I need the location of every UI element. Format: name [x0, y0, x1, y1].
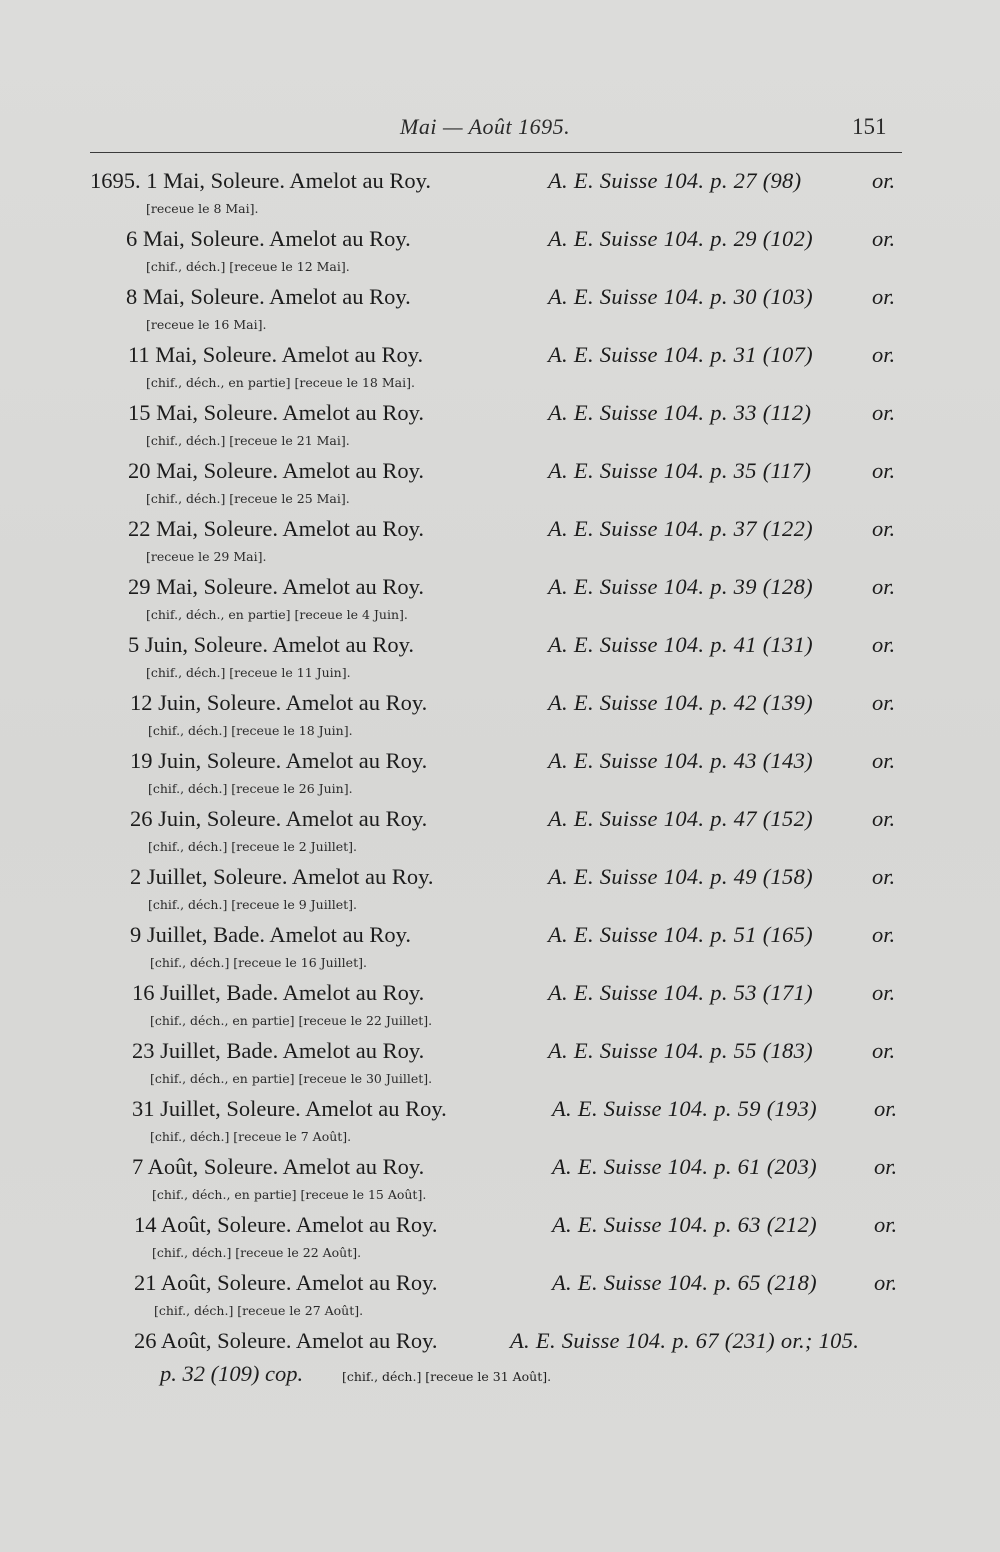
- entry-date-place: 20 Mai, Soleure. Amelot au Roy.: [128, 458, 425, 483]
- entry-main-line: [0, 748, 1000, 778]
- entry-date-place: 26 Juin, Soleure. Amelot au Roy.: [130, 806, 428, 831]
- entry-date-place: 14 Août, Soleure. Amelot au Roy.: [134, 1212, 438, 1237]
- entry-status: or.: [872, 632, 896, 657]
- entry-date-place: 16 Juillet, Bade. Amelot au Roy.: [132, 980, 425, 1005]
- entry-status: or.: [872, 806, 896, 831]
- entry-main-line: [0, 1096, 1000, 1126]
- entry-archive-ref: A. E. Suisse 104. p. 37 (122): [548, 516, 813, 541]
- entry-date-place: 9 Juillet, Bade. Amelot au Roy.: [130, 922, 412, 947]
- entry: [0, 284, 1000, 342]
- entry-date-place: 26 Août, Soleure. Amelot au Roy.: [134, 1328, 438, 1353]
- entry-main-line: [0, 864, 1000, 894]
- entry-archive-ref: A. E. Suisse 104. p. 39 (128): [548, 574, 813, 599]
- entry-date-place: 6 Mai, Soleure. Amelot au Roy.: [126, 226, 411, 251]
- entry-note: [chif., déch.] [receue le 22 Août].: [152, 1245, 362, 1260]
- entry-main-line: [0, 516, 1000, 546]
- entry-archive-ref: A. E. Suisse 104. p. 33 (112): [548, 400, 812, 425]
- entry: [0, 168, 1000, 226]
- entry-status: or.: [872, 284, 896, 309]
- entry-main-line: [0, 458, 1000, 488]
- entry-status: or.: [872, 342, 896, 367]
- entry-status: or.: [872, 458, 896, 483]
- entry-status: or.: [872, 748, 896, 773]
- entry: [0, 516, 1000, 574]
- entry-main-line: [0, 632, 1000, 662]
- entry-date-place: 19 Juin, Soleure. Amelot au Roy.: [130, 748, 428, 773]
- entry: [0, 1038, 1000, 1096]
- entry-date-place: 29 Mai, Soleure. Amelot au Roy.: [128, 574, 425, 599]
- entry-note: [receue le 8 Mai].: [146, 201, 259, 216]
- entry: [0, 1212, 1000, 1270]
- running-title: Mai — Août 1695.: [400, 114, 571, 139]
- entry-status: or.: [872, 226, 896, 251]
- entry: [0, 806, 1000, 864]
- entry-continuation-line: [0, 1361, 1000, 1389]
- entry: [0, 922, 1000, 980]
- entry-status: or.: [872, 980, 896, 1005]
- entry-main-line: [0, 922, 1000, 952]
- entry-note: [chif., déch., en partie] [receue le 18 Mai].: [146, 375, 415, 390]
- entry-note: [receue le 29 Mai].: [146, 549, 267, 564]
- entry-note: [chif., déch.] [receue le 26 Juin].: [148, 781, 353, 796]
- entry-main-line: [0, 980, 1000, 1010]
- entry: [0, 632, 1000, 690]
- entry-main-line: [0, 1328, 1000, 1358]
- entry-main-line: [0, 226, 1000, 256]
- entry-archive-ref: A. E. Suisse 104. p. 53 (171): [548, 980, 813, 1005]
- entry-note: [chif., déch.] [receue le 7 Août].: [150, 1129, 352, 1144]
- entry-main-line: [0, 342, 1000, 372]
- entry-main-line: [0, 168, 1000, 198]
- entry-archive-ref: A. E. Suisse 104. p. 43 (143): [548, 748, 813, 773]
- entry-archive-ref: A. E. Suisse 104. p. 55 (183): [548, 1038, 813, 1063]
- entry-status: or.: [874, 1212, 898, 1237]
- entry-date-place: 5 Juin, Soleure. Amelot au Roy.: [128, 632, 415, 657]
- entry-archive-ref: A. E. Suisse 104. p. 30 (103): [548, 284, 813, 309]
- entry: [0, 400, 1000, 458]
- entry: [0, 226, 1000, 284]
- entry-archive-ref: A. E. Suisse 104. p. 49 (158): [548, 864, 813, 889]
- entry-date-place: 1695. 1 Mai, Soleure. Amelot au Roy.: [90, 168, 432, 193]
- entry-main-line: [0, 1212, 1000, 1242]
- entry-status: or.: [872, 690, 896, 715]
- entry-archive-ref: A. E. Suisse 104. p. 47 (152): [548, 806, 813, 831]
- entry: [0, 458, 1000, 516]
- entry-date-place: 12 Juin, Soleure. Amelot au Roy.: [130, 690, 428, 715]
- entry-archive-ref: A. E. Suisse 104. p. 29 (102): [548, 226, 813, 251]
- entry-note: [chif., déch.] [receue le 12 Mai].: [146, 259, 350, 274]
- entry-main-line: [0, 284, 1000, 314]
- entry-status: or.: [874, 1154, 898, 1179]
- entry-note: [chif., déch.] [receue le 9 Juillet].: [148, 897, 357, 912]
- entry-note: [chif., déch., en partie] [receue le 22 Juillet].: [150, 1013, 433, 1028]
- entry-status: or.: [874, 1096, 898, 1121]
- entry-note: [chif., déch.] [receue le 16 Juillet].: [150, 955, 367, 970]
- entry-archive-ref: A. E. Suisse 104. p. 31 (107): [548, 342, 813, 367]
- entry-date-place: 15 Mai, Soleure. Amelot au Roy.: [128, 400, 425, 425]
- entry: [0, 342, 1000, 400]
- entry: [0, 748, 1000, 806]
- entry-status: or.: [872, 516, 896, 541]
- entry: [0, 1154, 1000, 1212]
- entry-note: [chif., déch., en partie] [receue le 30 Juillet].: [150, 1071, 433, 1086]
- entry: [0, 574, 1000, 632]
- entry-status: or.: [872, 400, 896, 425]
- entry: [0, 980, 1000, 1038]
- entry-archive-ref: A. E. Suisse 104. p. 59 (193): [552, 1096, 817, 1121]
- entry-archive-ref: A. E. Suisse 104. p. 63 (212): [552, 1212, 817, 1237]
- entry-main-line: [0, 400, 1000, 430]
- entry-archive-ref: A. E. Suisse 104. p. 41 (131): [548, 632, 813, 657]
- entry-archive-ref: A. E. Suisse 104. p. 67 (231) or.; 105.: [510, 1328, 860, 1353]
- entry-date-place: 23 Juillet, Bade. Amelot au Roy.: [132, 1038, 425, 1063]
- running-head: [0, 114, 1000, 150]
- entry: [0, 864, 1000, 922]
- entry-continuation-ref: p. 32 (109) cop.: [160, 1361, 304, 1386]
- entry-main-line: [0, 1270, 1000, 1300]
- entry-date-place: 21 Août, Soleure. Amelot au Roy.: [134, 1270, 438, 1295]
- entry-date-place: 7 Août, Soleure. Amelot au Roy.: [132, 1154, 425, 1179]
- entry-last: [0, 1328, 1000, 1398]
- entry-main-line: [0, 806, 1000, 836]
- entry-status: or.: [872, 1038, 896, 1063]
- entry-date-place: 2 Juillet, Soleure. Amelot au Roy.: [130, 864, 434, 889]
- entry-date-place: 31 Juillet, Soleure. Amelot au Roy.: [132, 1096, 447, 1121]
- entry: [0, 690, 1000, 748]
- entry-note: [chif., déch.] [receue le 31 Août].: [342, 1369, 552, 1384]
- entry-status: or.: [872, 922, 896, 947]
- entry-main-line: [0, 1154, 1000, 1184]
- entry-note: [chif., déch.] [receue le 11 Juin].: [146, 665, 351, 680]
- entry-note: [chif., déch.] [receue le 18 Juin].: [148, 723, 353, 738]
- page-number: 151: [852, 114, 887, 139]
- entry-status: or.: [872, 574, 896, 599]
- entry-note: [chif., déch.] [receue le 25 Mai].: [146, 491, 350, 506]
- entry-note: [receue le 16 Mai].: [146, 317, 267, 332]
- entry-status: or.: [872, 168, 896, 193]
- entry-note: [chif., déch.] [receue le 27 Août].: [154, 1303, 364, 1318]
- entry-status: or.: [874, 1270, 898, 1295]
- entry-archive-ref: A. E. Suisse 104. p. 27 (98): [548, 168, 802, 193]
- entry-date-place: 8 Mai, Soleure. Amelot au Roy.: [126, 284, 411, 309]
- entry: [0, 1270, 1000, 1328]
- entry-archive-ref: A. E. Suisse 104. p. 42 (139): [548, 690, 813, 715]
- entry-note: [chif., déch.] [receue le 2 Juillet].: [148, 839, 357, 854]
- entry-archive-ref: A. E. Suisse 104. p. 51 (165): [548, 922, 813, 947]
- entry-archive-ref: A. E. Suisse 104. p. 65 (218): [552, 1270, 817, 1295]
- entry-date-place: 22 Mai, Soleure. Amelot au Roy.: [128, 516, 425, 541]
- entry-main-line: [0, 574, 1000, 604]
- entry: [0, 1096, 1000, 1154]
- entry-note: [chif., déch.] [receue le 21 Mai].: [146, 433, 350, 448]
- header-rule: [90, 152, 902, 153]
- entry-note: [chif., déch., en partie] [receue le 4 Juin].: [146, 607, 408, 622]
- entry-main-line: [0, 1038, 1000, 1068]
- entry-status: or.: [872, 864, 896, 889]
- entry-archive-ref: A. E. Suisse 104. p. 35 (117): [548, 458, 812, 483]
- entry-main-line: [0, 690, 1000, 720]
- entry-note: [chif., déch., en partie] [receue le 15 Août].: [152, 1187, 427, 1202]
- entry-date-place: 11 Mai, Soleure. Amelot au Roy.: [128, 342, 424, 367]
- entry-archive-ref: A. E. Suisse 104. p. 61 (203): [552, 1154, 817, 1179]
